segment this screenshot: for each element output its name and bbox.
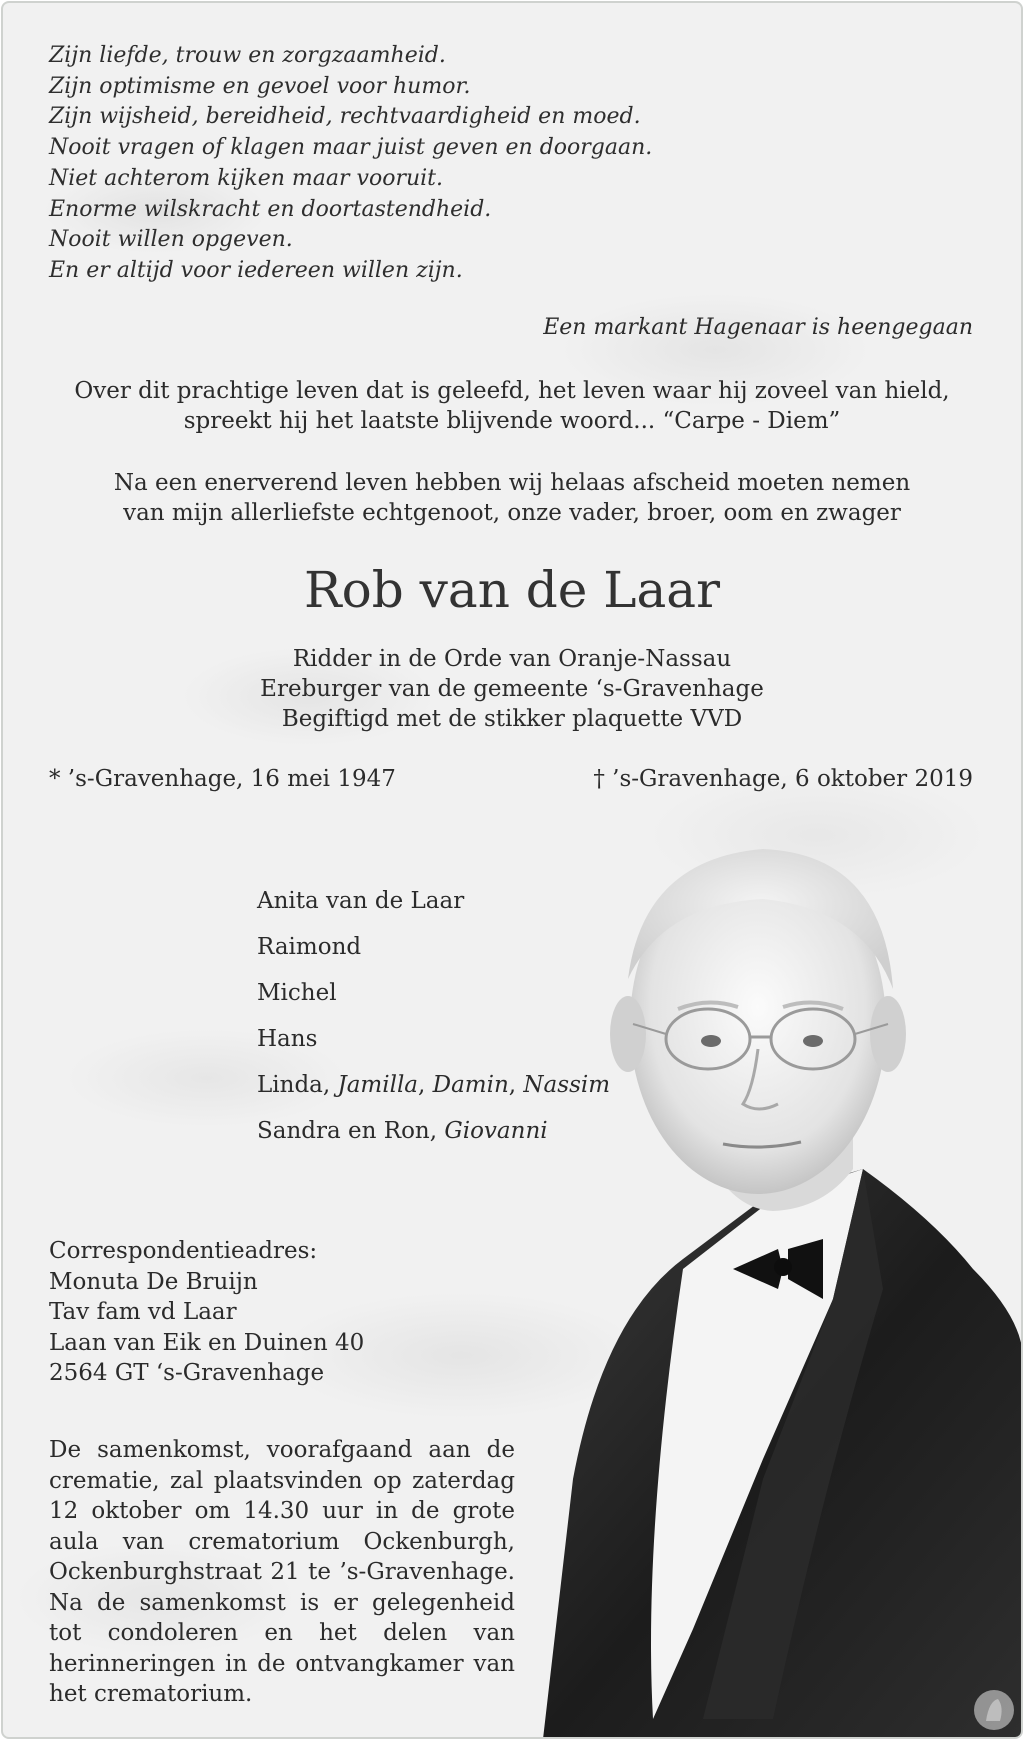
service-info: De samenkomst, voorafgaand aan de crematie, zal plaatsvinden op zaterdag 12 oktober om 14.30 uur in de grote aula van crematorium Ockenburgh, Ockenburghstraat 21 te ’s-Gravenhage. Na de samenkomst is er gelegenheid tot condoleren en het delen van herinneringen in de ontvangkamer van het crematorium. [49, 1437, 515, 1707]
family-list [257, 886, 610, 1162]
honour-line: Ridder in de Orde van Oranje-Nassau [292, 646, 732, 672]
poem-line: Nooit vragen of klagen maar juist geven en doorgaan. [49, 135, 653, 161]
family-member: Anita van de Laar [257, 888, 465, 914]
family-member: Hans [257, 1026, 318, 1052]
address-line: Tav fam vd Laar [49, 1299, 237, 1325]
correspondence-address [49, 1236, 364, 1389]
family-parent: Linda, [257, 1072, 338, 1098]
death-date: † ’s-Gravenhage, 6 oktober 2019 [593, 766, 973, 792]
address-line: Laan van Eik en Duinen 40 [49, 1329, 365, 1356]
deceased-name: Rob van de Laar [303, 561, 720, 619]
farewell-text [3, 468, 1021, 528]
address-line: Correspondentieadres: [49, 1238, 318, 1264]
grandchild-name: Nassim [523, 1072, 611, 1098]
intro-text [3, 376, 1021, 436]
address-line: 2564 GT ‘s-Gravenhage [49, 1360, 325, 1386]
family-member: Michel [257, 980, 337, 1006]
poem-line: En er altijd voor iedereen willen zijn. [49, 257, 463, 283]
family-member [257, 1070, 610, 1116]
honour-line: Ereburger van de gemeente ‘s-Gravenhage [260, 676, 764, 702]
poem-line: Enorme wilskracht en doortastendheid. [49, 196, 492, 222]
obituary-card [1, 1, 1023, 1739]
tagline: Een markant Hagenaar is heengegaan [543, 315, 973, 340]
grandchild-name: Giovanni [444, 1118, 548, 1144]
birth-date: * ’s-Gravenhage, 16 mei 1947 [49, 766, 396, 792]
honours [3, 644, 1021, 734]
grandchild-name: Damin [432, 1072, 509, 1098]
family-member [257, 1116, 610, 1162]
family-member: Raimond [257, 934, 362, 960]
poem [49, 41, 652, 287]
poem-line: Zijn wijsheid, bereidheid, rechtvaardigheid en moed. [49, 104, 641, 130]
address-line: Monuta De Bruijn [49, 1268, 258, 1295]
watermark-logo [971, 1687, 1017, 1733]
grandchild-name: Jamilla [337, 1072, 419, 1098]
separator: , [508, 1072, 524, 1098]
honour-line: Begiftigd met de stikker plaquette VVD [281, 706, 743, 732]
poem-line: Zijn liefde, trouw en zorgzaamheid. [49, 43, 446, 68]
farewell-line: van mijn allerliefste echtgenoot, onze vader, broer, oom en zwager [123, 500, 901, 526]
poem-line: Zijn optimisme en gevoel voor humor. [49, 73, 471, 99]
family-parent: Sandra en Ron, [257, 1118, 445, 1144]
poem-line: Nooit willen opgeven. [49, 227, 293, 253]
separator: , [418, 1072, 433, 1098]
intro-line: Over dit prachtige leven dat is geleefd, het leven waar hij zoveel van hield, [74, 378, 950, 404]
intro-line: spreekt hij het laatste blijvende woord... “Carpe - Diem” [183, 408, 841, 434]
farewell-line: Na een enerverend leven hebben wij helaas afscheid moeten nemen [113, 470, 911, 496]
poem-line: Niet achterom kijken maar vooruit. [49, 165, 444, 191]
